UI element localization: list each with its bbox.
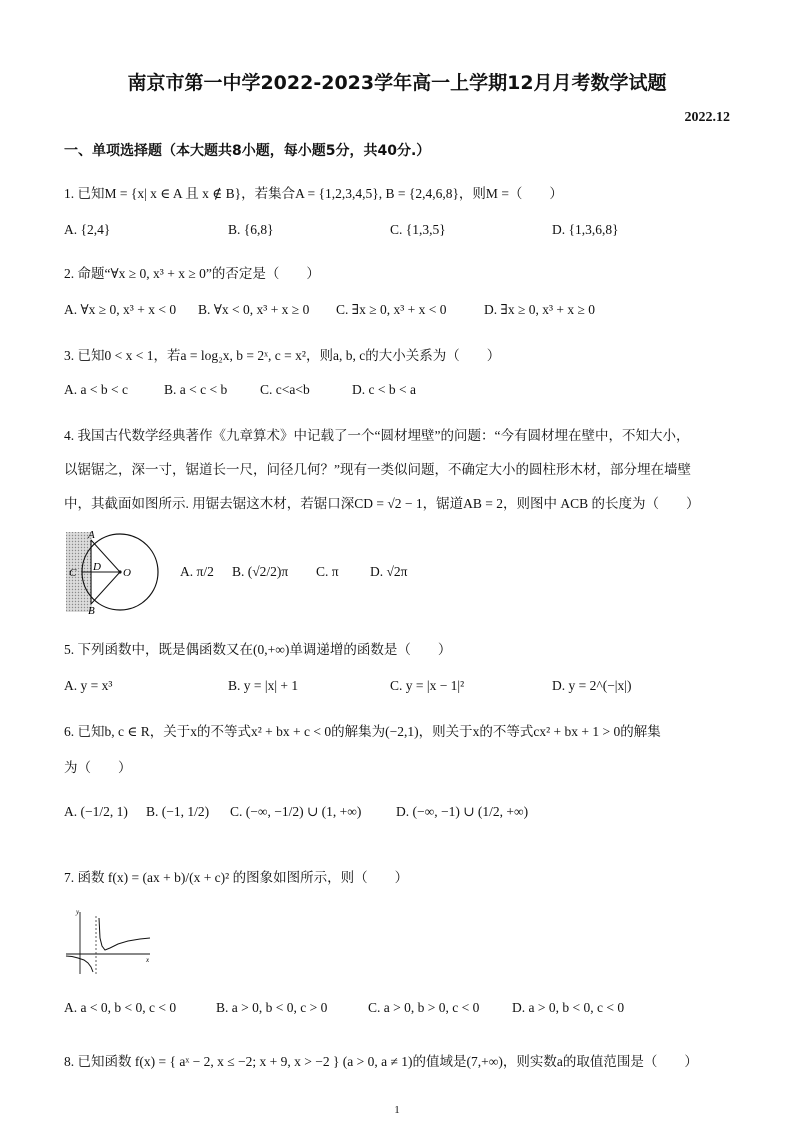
option-a: A. y = x³ xyxy=(64,678,113,693)
option-c: C. π xyxy=(316,564,339,579)
option-a: A. a < 0, b < 0, c < 0 xyxy=(64,1000,177,1015)
label-c: C xyxy=(69,567,77,579)
center-point xyxy=(118,570,121,573)
question-8-stem: 8. 已知函数 f(x) = { aˣ − 2, x ≤ −2; x + 9, x > −2 } (a > 0, a ≠ 1)的值域是(7,+∞)，则实数a的取值范围是（ ） xyxy=(64,1054,698,1069)
option-c: C. {1,3,5} xyxy=(390,222,446,237)
option-d: D. y = 2^(−|x|) xyxy=(552,678,632,693)
question-6-stem-line: 为（ ） xyxy=(64,760,132,775)
label-b: B xyxy=(88,605,95,617)
x-axis-label: x xyxy=(146,956,150,964)
label-o: O xyxy=(123,567,131,579)
question-4-figure xyxy=(62,528,162,618)
option-c: C. a > 0, b > 0, c < 0 xyxy=(368,1000,480,1015)
question-7-stem: 7. 函数 f(x) = (ax + b)/(x + c)² 的图象如图所示，则（ ） xyxy=(64,870,409,885)
option-a: A. π/2 xyxy=(180,564,214,579)
question-4-stem-line: 中，其截面如图所示. 用锯去锯这木材，若锯口深CD = √2 − 1，锯道AB = 2，则图中 ACB 的长度为（ ） xyxy=(64,496,700,511)
question-7-graph xyxy=(62,908,154,978)
question-6-stem-line: 6. 已知b, c ∈ R，关于x的不等式x² + bx + c < 0的解集为(−2,1)，则关于x的不等式cx² + bx + 1 > 0的解集 xyxy=(64,724,661,739)
option-a: A. (−1/2, 1) xyxy=(64,804,128,819)
question-4-stem-line: 以锯锯之，深一寸，锯道长一尺，问径几何？”现有一类似问题，不确定大小的圆柱形木材，部分埋在墙壁 xyxy=(64,462,691,477)
option-b: B. y = |x| + 1 xyxy=(228,678,299,693)
exam-date: 2022.12 xyxy=(684,110,730,125)
option-d: D. a > 0, b < 0, c < 0 xyxy=(512,1000,625,1015)
option-c: C. y = |x − 1|² xyxy=(390,678,465,693)
option-d: D. ∃x ≥ 0, x³ + x ≥ 0 xyxy=(484,302,596,317)
page-number: 1 xyxy=(394,1104,400,1116)
option-c: C. c<a<b xyxy=(260,382,310,397)
label-d: D xyxy=(93,561,101,573)
label-a: A xyxy=(88,529,95,541)
question-1-stem: 1. 已知M = {x| x ∈ A 且 x ∉ B}，若集合A = {1,2,3,4,5}, B = {2,4,6,8}，则M =（ ） xyxy=(64,186,563,201)
y-axis-label: y xyxy=(76,908,80,916)
option-d: D. √2π xyxy=(370,564,408,579)
option-b: B. a > 0, b < 0, c > 0 xyxy=(216,1000,328,1015)
left-branch xyxy=(66,956,93,972)
option-d: D. {1,3,6,8} xyxy=(552,222,619,237)
option-d: D. c < b < a xyxy=(352,382,416,397)
question-4-stem-line: 4. 我国古代数学经典著作《九章算术》中记载了一个“圆材埋壁”的问题：“今有圆材埋在壁中，不知大小， xyxy=(64,428,690,443)
question-2-stem: 2. 命题“∀x ≥ 0, x³ + x ≥ 0”的否定是（ ） xyxy=(64,266,320,281)
option-d: D. (−∞, −1) ∪ (1/2, +∞) xyxy=(396,804,529,819)
question-5-stem: 5. 下列函数中，既是偶函数又在(0,+∞)单调递增的函数是（ ） xyxy=(64,642,452,657)
option-a: A. a < b < c xyxy=(64,382,128,397)
question-3-stem: 3. 已知0 < x < 1，若a = log₂x, b = 2ˣ, c = x²，则a, b, c的大小关系为（ ） xyxy=(64,348,501,363)
option-c: C. (−∞, −1/2) ∪ (1, +∞) xyxy=(230,804,362,819)
option-c: C. ∃x ≥ 0, x³ + x < 0 xyxy=(336,302,447,317)
option-b: B. (−1, 1/2) xyxy=(146,804,210,819)
exam-title: 南京市第一中学2022-2023学年高一上学期12月月考数学试题 xyxy=(127,72,667,94)
segment-bo xyxy=(91,572,120,604)
option-a: A. ∀x ≥ 0, x³ + x < 0 xyxy=(64,302,177,317)
section-heading: 一、单项选择题（本大题共8小题，每小题5分，共40分.） xyxy=(64,143,431,159)
option-b: B. ∀x < 0, x³ + x ≥ 0 xyxy=(198,302,310,317)
option-b: B. (√2/2)π xyxy=(232,564,289,579)
option-a: A. {2,4} xyxy=(64,222,111,237)
option-b: B. {6,8} xyxy=(228,222,274,237)
right-branch xyxy=(99,918,150,950)
option-b: B. a < c < b xyxy=(164,382,228,397)
